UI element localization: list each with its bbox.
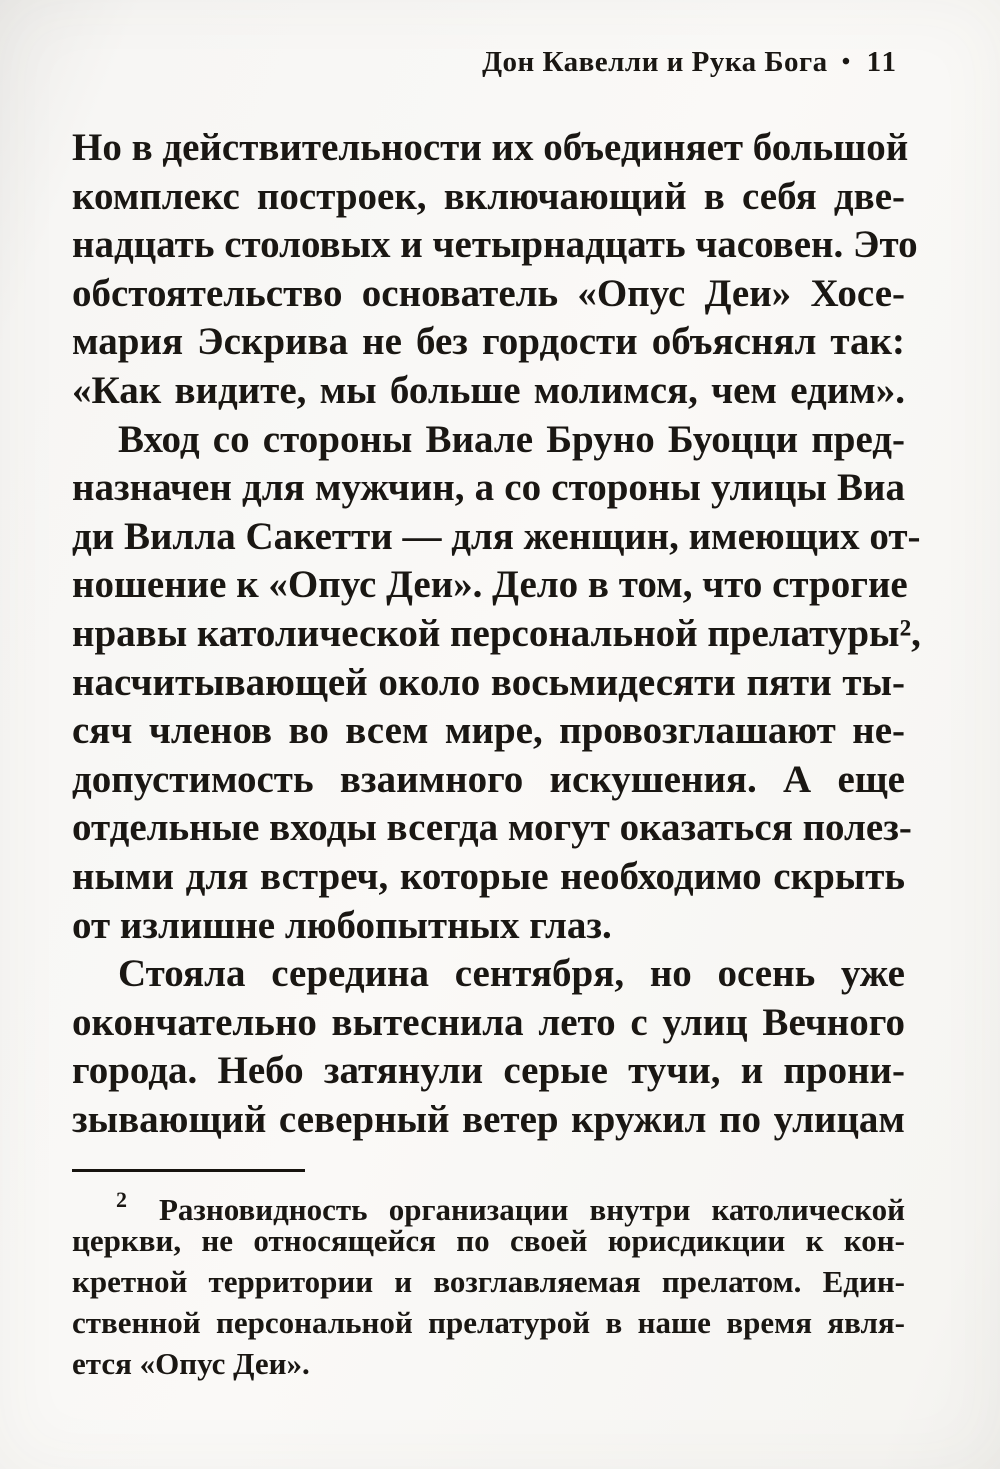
text-line: ди Вилла Сакетти — для женщин, имеющих от- [72, 514, 921, 558]
text-line: сяч членов во всем мире, провозглашают не- [72, 709, 905, 753]
footnote-line-text: Разновидность организации внутри католической [159, 1192, 905, 1227]
footnote-line: ется «Опус Деи». [72, 1346, 310, 1381]
text-line: допустимость взаимного искушения. А еще [72, 757, 905, 801]
page-number: 11 [866, 46, 898, 78]
text-line: ными для встреч, которые необходимо скрыть [72, 854, 905, 898]
text-line: «Как видите, мы больше молимся, чем едим». [72, 368, 905, 412]
text-line-paragraph-start: Стояла середина сентября, но осень уже [118, 952, 905, 996]
text-line: окончательно вытеснила лето с улиц Вечного [72, 1000, 905, 1044]
text-line-paragraph-start: Вход со стороны Виале Бруно Буоцци пред- [118, 417, 905, 461]
footnote-line: кретной территории и возглавляемая прелатом. Един- [72, 1264, 905, 1299]
running-header [0, 46, 898, 79]
text-line: ношение к «Опус Деи». Дело в том, что строгие [72, 563, 908, 607]
footnote [72, 1179, 905, 1384]
text-line: города. Небо затянули серые тучи, и прони- [72, 1049, 905, 1093]
text-line: надцать столовых и четырнадцать часовен. Это [72, 223, 918, 267]
text-line: обстоятельство основатель «Опус Деи» Хосе- [72, 271, 905, 315]
text-line: Но в действительности их объединяет большой [72, 126, 909, 169]
footnote-marker: 2 [116, 1187, 127, 1212]
text-line: мария Эскрива не без гордости объяснял так: [72, 320, 905, 364]
page-text [72, 124, 921, 1144]
running-header-title: Дон Кавелли и Рука Бога [482, 46, 828, 78]
footnote-line: церкви, не относящейся по своей юрисдикции к кон- [72, 1223, 905, 1258]
text-line: зывающий северный ветер кружил по улицам [72, 1097, 905, 1141]
header-bullet: • [841, 49, 851, 75]
footnote-line: ственной персональной прелатурой в наше время явля- [72, 1305, 905, 1340]
footnote-line [72, 1179, 905, 1227]
text-line: отдельные входы всегда могут оказаться полез- [72, 806, 912, 850]
text-line: комплекс построек, включающий в себя две- [72, 174, 905, 218]
footnote-separator [72, 1169, 305, 1172]
text-line: назначен для мужчин, а со стороны улицы Виа [72, 466, 905, 510]
text-line-paragraph-end: от излишне любопытных глаз. [72, 903, 612, 947]
text-line: насчитывающей около восьмидесяти пяти ты- [72, 660, 905, 704]
text-line: нравы католической персональной прелатуры², [72, 611, 921, 655]
